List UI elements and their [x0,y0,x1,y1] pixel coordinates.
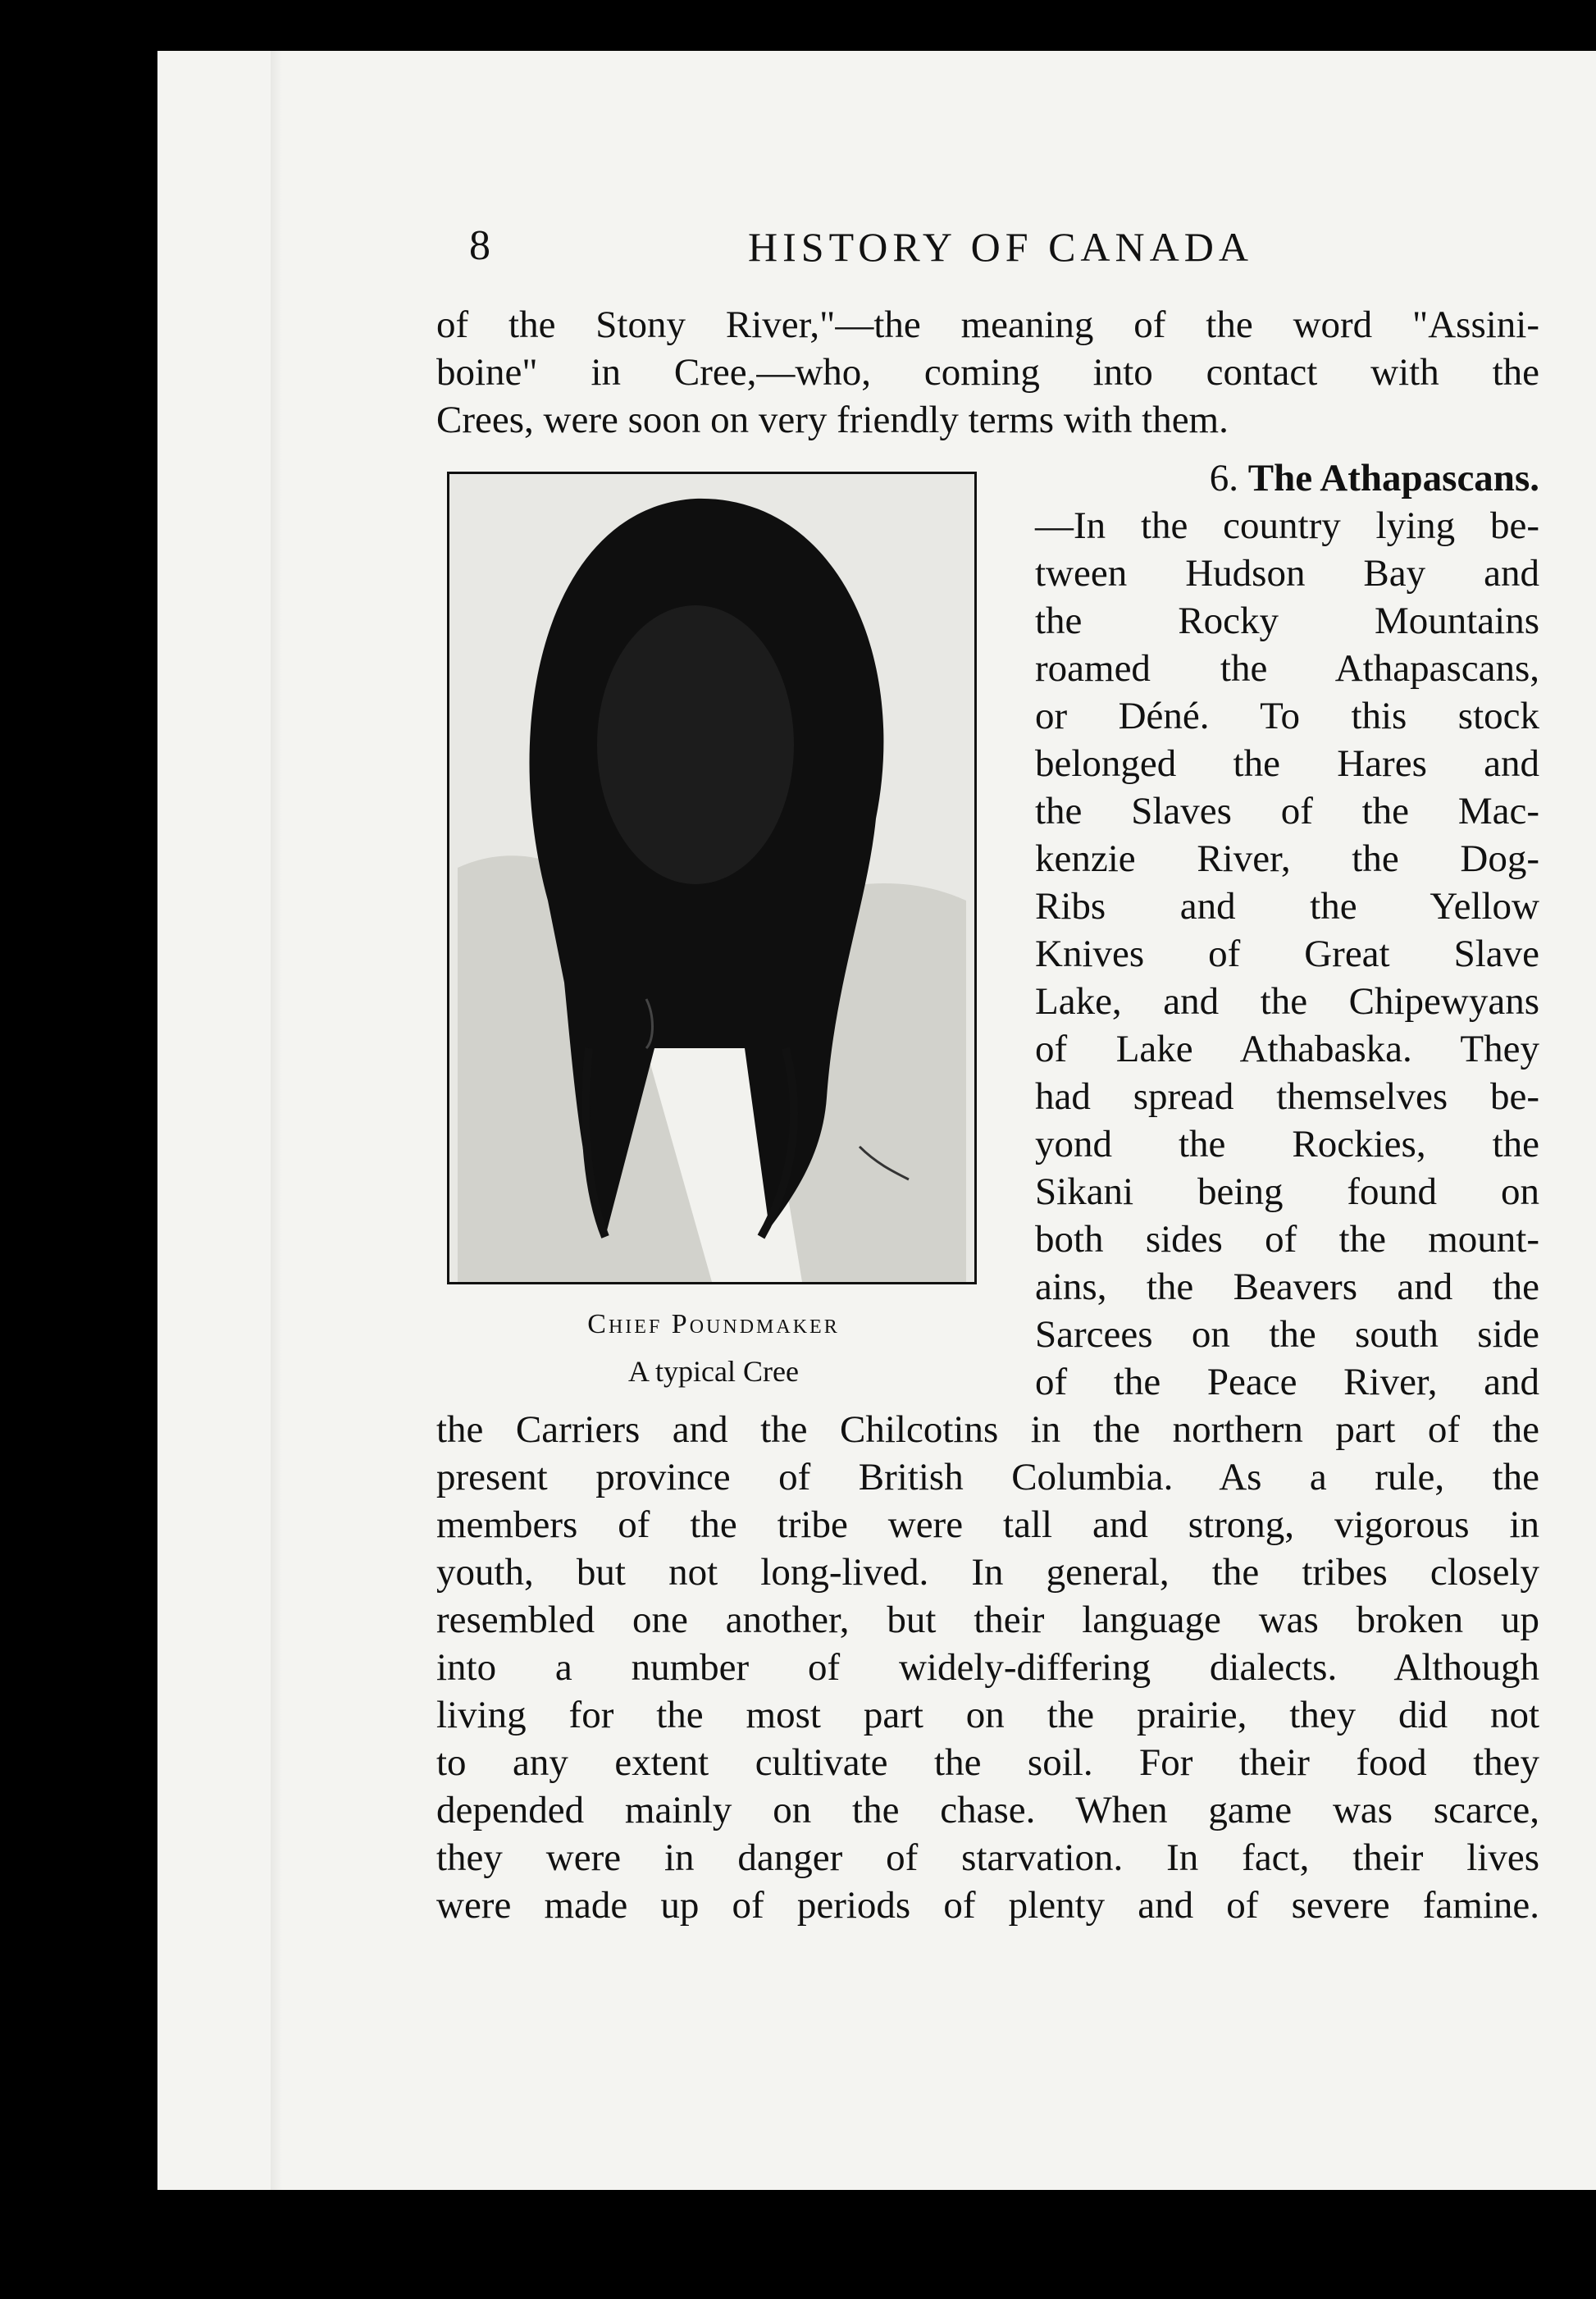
column-line: tween Hudson Bay and [1035,552,1539,595]
column-line: the Slaves of the Mac- [1035,790,1539,832]
running-title: HISTORY OF CANADA [748,224,1253,270]
column-line: or Déné. To this stock [1035,695,1539,737]
figure-caption-sub: A typical Cree [628,1355,799,1388]
column-line: Sikani being found on [1035,1170,1539,1213]
intro-line-3: Crees, were soon on very friendly terms with them. [436,399,1229,441]
portrait-illustration [449,474,974,1282]
body-line: present province of British Columbia. As a rule, the [436,1456,1539,1498]
column-line: Sarcees on the south side [1035,1313,1539,1356]
scan-border-bottom [0,2190,1596,2299]
page-gutter-shadow [271,51,282,2190]
body-line: resembled one another, but their language was broken up [436,1599,1539,1641]
portrait-photo [447,472,977,1284]
body-line: members of the tribe were tall and strong, vigorous in [436,1503,1539,1546]
figure-caption-name: Chief Poundmaker [587,1309,840,1339]
column-line: of Lake Athabaska. They [1035,1028,1539,1070]
column-line: roamed the Athapascans, [1035,647,1539,690]
scan-border-left [0,0,157,2299]
column-line: Knives of Great Slave [1035,933,1539,975]
page-number: 8 [469,222,490,269]
column-line: —In the country lying be- [1035,504,1539,547]
column-line: Lake, and the Chipewyans [1035,980,1539,1023]
body-line: they were in danger of starvation. In fact, their lives [436,1836,1539,1879]
column-line: of the Peace River, and [1035,1361,1539,1403]
section-number: 6. [1209,457,1239,499]
body-line: living for the most part on the prairie, they did not [436,1694,1539,1736]
column-line: belonged the Hares and [1035,742,1539,785]
body-line: youth, but not long-lived. In general, the tribes closely [436,1551,1539,1594]
body-line: the Carriers and the Chilcotins in the northern part of the [436,1408,1539,1451]
column-line: ains, the Beavers and the [1035,1266,1539,1308]
body-line: into a number of widely-differing dialects. Although [436,1646,1539,1689]
section-heading [1091,459,1539,498]
column-line: Ribs and the Yellow [1035,885,1539,928]
column-line: the Rocky Mountains [1035,600,1539,642]
column-line: both sides of the mount- [1035,1218,1539,1261]
body-line: were made up of periods of plenty and of severe famine. [436,1884,1539,1927]
intro-line-1: of the Stony River,"—the meaning of the word "Assini- [436,303,1539,346]
body-line: depended mainly on the chase. When game was scarce, [436,1789,1539,1831]
intro-line-2: boine" in Cree,—who, coming into contact with the [436,351,1539,394]
column-line: had spread themselves be- [1035,1075,1539,1118]
column-line: kenzie River, the Dog- [1035,837,1539,880]
column-line: yond the Rockies, the [1035,1123,1539,1165]
body-line: to any extent cultivate the soil. For their food they [436,1741,1539,1784]
section-title: The Athapascans. [1247,457,1539,499]
page-header [469,221,1535,279]
